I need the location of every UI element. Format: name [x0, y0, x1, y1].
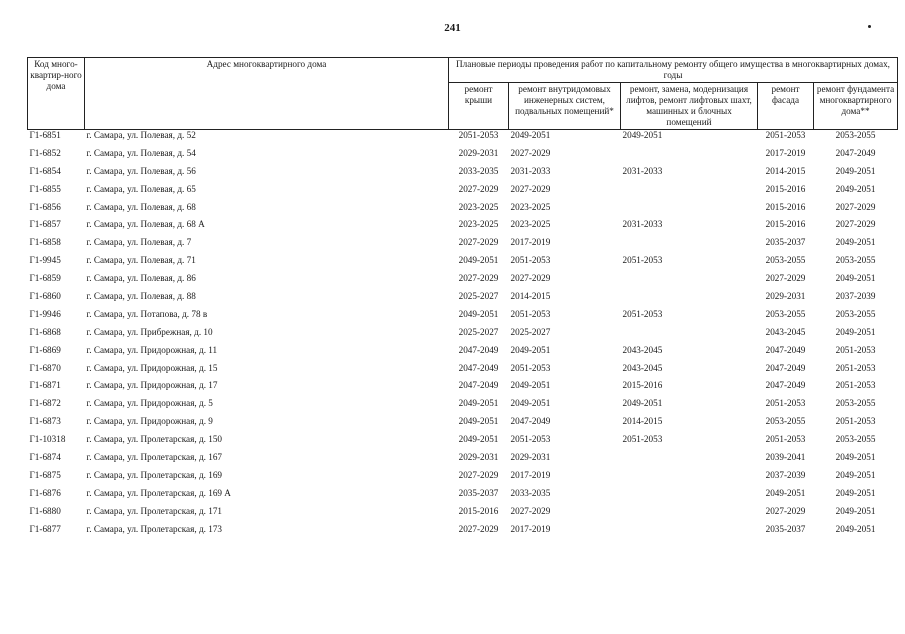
cell-facade: 2015-2016 — [765, 183, 806, 194]
header-periods: Плановые периоды проведения работ по капитальному ремонту общего имущества в многоквартирных домах, годы — [449, 58, 898, 83]
cell-address: г. Самара, ул. Пролетарская, д. 173 — [86, 523, 223, 534]
cell-facade: 2015-2016 — [765, 201, 806, 212]
cell-lifts: 2031-2033 — [622, 219, 663, 230]
cell-roof: 2047-2049 — [458, 380, 499, 391]
cell-lifts: 2015-2016 — [622, 380, 663, 391]
cell-facade: 2053-2055 — [765, 308, 806, 319]
cell-roof: 2047-2049 — [458, 344, 499, 355]
cell-foundation: 2037-2039 — [835, 291, 876, 302]
header-lifts: ремонт, замена, модернизация лифтов, ремонт лифтовых шахт, машинных и блочных помещений — [621, 83, 758, 130]
cell-roof: 2027-2029 — [458, 237, 499, 248]
table-row — [28, 434, 898, 452]
cell-roof: 2049-2051 — [458, 416, 499, 427]
table-row — [28, 148, 898, 166]
cell-code: Г1-6869 — [29, 344, 61, 355]
cell-foundation: 2051-2053 — [835, 416, 876, 427]
cell-lifts — [621, 237, 758, 255]
cell-systems: 2033-2035 — [510, 487, 551, 498]
cell-systems: 2049-2051 — [510, 380, 551, 391]
cell-code: Г1-6854 — [29, 165, 61, 176]
cell-facade: 2049-2051 — [765, 487, 806, 498]
cell-code: Г1-6875 — [29, 469, 61, 480]
cell-systems: 2049-2051 — [510, 130, 551, 140]
cell-facade: 2027-2029 — [765, 273, 806, 284]
cell-foundation: 2049-2051 — [835, 273, 876, 284]
cell-lifts: 2043-2045 — [622, 344, 663, 355]
cell-systems: 2027-2029 — [510, 183, 551, 194]
cell-lifts — [621, 452, 758, 470]
cell-address: г. Самара, ул. Придорожная, д. 9 — [86, 416, 213, 427]
cell-systems: 2017-2019 — [510, 523, 551, 534]
cell-facade: 2015-2016 — [765, 219, 806, 230]
cell-code: Г1-6876 — [29, 487, 61, 498]
cell-systems: 2027-2029 — [510, 273, 551, 284]
cell-foundation: 2049-2051 — [835, 469, 876, 480]
cell-systems: 2051-2053 — [510, 308, 551, 319]
cell-roof: 2049-2051 — [458, 308, 499, 319]
table-row — [28, 416, 898, 434]
cell-systems: 2051-2053 — [510, 434, 551, 445]
cell-roof: 2029-2031 — [458, 147, 499, 158]
cell-lifts: 2014-2015 — [622, 416, 663, 427]
cell-facade: 2039-2041 — [765, 452, 806, 463]
cell-address: г. Самара, ул. Полевая, д. 68 — [86, 201, 196, 212]
cell-systems: 2025-2027 — [510, 326, 551, 337]
table-row — [28, 524, 898, 542]
cell-lifts: 2051-2053 — [622, 434, 663, 445]
cell-address: г. Самара, ул. Придорожная, д. 11 — [86, 344, 218, 355]
cell-code: Г1-6855 — [29, 183, 61, 194]
cell-lifts — [621, 470, 758, 488]
header-facade: ремонт фасада — [758, 83, 814, 130]
cell-foundation: 2027-2029 — [835, 201, 876, 212]
cell-systems: 2017-2019 — [510, 237, 551, 248]
cell-systems: 2023-2025 — [510, 219, 551, 230]
cell-address: г. Самара, ул. Придорожная, д. 15 — [86, 362, 218, 373]
cell-lifts — [621, 202, 758, 220]
cell-address: г. Самара, ул. Пролетарская, д. 171 — [86, 505, 223, 516]
cell-foundation: 2049-2051 — [835, 452, 876, 463]
cell-systems: 2049-2051 — [510, 344, 551, 355]
cell-roof: 2027-2029 — [458, 469, 499, 480]
cell-roof: 2025-2027 — [458, 326, 499, 337]
table-row — [28, 202, 898, 220]
cell-systems: 2049-2051 — [510, 398, 551, 409]
cell-facade: 2051-2053 — [765, 130, 806, 140]
scan-speck — [868, 25, 871, 28]
cell-foundation: 2051-2053 — [835, 362, 876, 373]
cell-address: г. Самара, ул. Пролетарская, д. 169 А — [86, 487, 231, 498]
cell-foundation: 2049-2051 — [835, 326, 876, 337]
cell-facade: 2047-2049 — [765, 380, 806, 391]
cell-facade: 2027-2029 — [765, 505, 806, 516]
cell-facade: 2053-2055 — [765, 416, 806, 427]
cell-code: Г1-6874 — [29, 452, 61, 463]
cell-code: Г1-6872 — [29, 398, 61, 409]
cell-address: г. Самара, ул. Полевая, д. 56 — [86, 165, 196, 176]
page-number: 241 — [444, 22, 461, 34]
table-row — [28, 380, 898, 398]
cell-facade: 2035-2037 — [765, 523, 806, 534]
cell-lifts — [621, 148, 758, 166]
cell-roof: 2049-2051 — [458, 255, 499, 266]
cell-foundation: 2049-2051 — [835, 487, 876, 498]
cell-code: Г1-9945 — [29, 255, 61, 266]
cell-facade: 2051-2053 — [765, 398, 806, 409]
cell-foundation: 2053-2055 — [835, 398, 876, 409]
cell-foundation: 2049-2051 — [835, 183, 876, 194]
cell-code: Г1-6859 — [29, 273, 61, 284]
cell-address: г. Самара, ул. Придорожная, д. 17 — [86, 380, 218, 391]
table-row — [28, 488, 898, 506]
cell-roof: 2049-2051 — [458, 434, 499, 445]
cell-facade: 2035-2037 — [765, 237, 806, 248]
table-row — [28, 166, 898, 184]
cell-foundation: 2053-2055 — [835, 255, 876, 266]
cell-roof: 2029-2031 — [458, 452, 499, 463]
cell-roof: 2015-2016 — [458, 505, 499, 516]
cell-foundation: 2051-2053 — [835, 344, 876, 355]
table-row — [28, 184, 898, 202]
table-row — [28, 219, 898, 237]
header-foundation: ремонт фундамента многоквартирного дома** — [814, 83, 898, 130]
table-row — [28, 273, 898, 291]
cell-foundation: 2027-2029 — [835, 219, 876, 230]
cell-systems: 2027-2029 — [510, 147, 551, 158]
cell-lifts — [621, 273, 758, 291]
cell-lifts — [621, 488, 758, 506]
cell-systems: 2027-2029 — [510, 505, 551, 516]
cell-foundation: 2049-2051 — [835, 523, 876, 534]
cell-code: Г1-6851 — [29, 130, 61, 140]
header-code: Код много-квартир-ного дома — [28, 58, 85, 130]
table-row — [28, 237, 898, 255]
cell-lifts — [621, 184, 758, 202]
cell-lifts — [621, 524, 758, 542]
cell-foundation: 2049-2051 — [835, 237, 876, 248]
repair-schedule-table — [27, 57, 898, 541]
cell-facade: 2029-2031 — [765, 291, 806, 302]
cell-lifts — [621, 506, 758, 524]
header-roof: ремонт крыши — [449, 83, 509, 130]
cell-foundation: 2049-2051 — [835, 505, 876, 516]
table-row — [28, 327, 898, 345]
cell-code: Г1-6880 — [29, 505, 61, 516]
cell-foundation: 2053-2055 — [835, 434, 876, 445]
cell-foundation: 2047-2049 — [835, 147, 876, 158]
cell-facade: 2014-2015 — [765, 165, 806, 176]
cell-lifts — [621, 327, 758, 345]
cell-address: г. Самара, ул. Полевая, д. 88 — [86, 291, 196, 302]
cell-lifts: 2043-2045 — [622, 362, 663, 373]
cell-code: Г1-6860 — [29, 291, 61, 302]
cell-facade: 2051-2053 — [765, 434, 806, 445]
cell-systems: 2047-2049 — [510, 416, 551, 427]
cell-facade: 2053-2055 — [765, 255, 806, 266]
cell-facade: 2047-2049 — [765, 344, 806, 355]
cell-address: г. Самара, ул. Полевая, д. 71 — [86, 255, 196, 266]
table-row — [28, 345, 898, 363]
cell-address: г. Самара, ул. Прибрежная, д. 10 — [86, 326, 213, 337]
table-row — [28, 452, 898, 470]
table-row — [28, 470, 898, 488]
cell-foundation: 2051-2053 — [835, 380, 876, 391]
cell-roof: 2049-2051 — [458, 398, 499, 409]
table-row — [28, 130, 898, 148]
cell-code: Г1-6868 — [29, 326, 61, 337]
cell-address: г. Самара, ул. Пролетарская, д. 169 — [86, 469, 223, 480]
cell-code: Г1-6858 — [29, 237, 61, 248]
cell-address: г. Самара, ул. Полевая, д. 52 — [86, 130, 196, 140]
cell-facade: 2047-2049 — [765, 362, 806, 373]
cell-code: Г1-6856 — [29, 201, 61, 212]
cell-code: Г1-9946 — [29, 308, 61, 319]
cell-address: г. Самара, ул. Пролетарская, д. 167 — [86, 452, 223, 463]
cell-code: Г1-10318 — [29, 434, 66, 445]
cell-code: Г1-6873 — [29, 416, 61, 427]
cell-roof: 2027-2029 — [458, 183, 499, 194]
cell-address: г. Самара, ул. Пролетарская, д. 150 — [86, 434, 223, 445]
cell-systems: 2051-2053 — [510, 362, 551, 373]
cell-roof: 2023-2025 — [458, 201, 499, 212]
cell-roof: 2027-2029 — [458, 273, 499, 284]
cell-lifts: 2051-2053 — [622, 308, 663, 319]
cell-code: Г1-6870 — [29, 362, 61, 373]
cell-lifts: 2049-2051 — [622, 130, 663, 140]
cell-foundation: 2053-2055 — [835, 308, 876, 319]
cell-address: г. Самара, ул. Полевая, д. 54 — [86, 147, 196, 158]
cell-roof: 2025-2027 — [458, 291, 499, 302]
cell-code: Г1-6877 — [29, 523, 61, 534]
cell-roof: 2027-2029 — [458, 523, 499, 534]
cell-roof: 2023-2025 — [458, 219, 499, 230]
cell-foundation: 2053-2055 — [835, 130, 876, 140]
cell-code: Г1-6852 — [29, 147, 61, 158]
cell-address: г. Самара, ул. Придорожная, д. 5 — [86, 398, 213, 409]
cell-address: г. Самара, ул. Полевая, д. 68 А — [86, 219, 205, 230]
cell-facade: 2043-2045 — [765, 326, 806, 337]
cell-foundation: 2049-2051 — [835, 165, 876, 176]
table-row — [28, 363, 898, 381]
cell-address: г. Самара, ул. Полевая, д. 86 — [86, 273, 196, 284]
cell-roof: 2035-2037 — [458, 487, 499, 498]
table-row — [28, 398, 898, 416]
header-address: Адрес многоквартирного дома — [85, 58, 449, 130]
table-row — [28, 309, 898, 327]
table-body — [28, 130, 898, 542]
cell-systems: 2017-2019 — [510, 469, 551, 480]
table-row — [28, 506, 898, 524]
cell-roof: 2033-2035 — [458, 165, 499, 176]
cell-code: Г1-6857 — [29, 219, 61, 230]
cell-lifts: 2049-2051 — [622, 398, 663, 409]
cell-lifts: 2031-2033 — [622, 165, 663, 176]
cell-address: г. Самара, ул. Полевая, д. 7 — [86, 237, 192, 248]
cell-roof: 2051-2053 — [458, 130, 499, 140]
cell-code: Г1-6871 — [29, 380, 61, 391]
cell-address: г. Самара, ул. Полевая, д. 65 — [86, 183, 196, 194]
cell-facade: 2017-2019 — [765, 147, 806, 158]
cell-systems: 2014-2015 — [510, 291, 551, 302]
cell-roof: 2047-2049 — [458, 362, 499, 373]
cell-address: г. Самара, ул. Потапова, д. 78 в — [86, 308, 208, 319]
cell-systems: 2029-2031 — [510, 452, 551, 463]
table-row — [28, 255, 898, 273]
cell-systems: 2051-2053 — [510, 255, 551, 266]
table-row — [28, 291, 898, 309]
cell-systems: 2031-2033 — [510, 165, 551, 176]
cell-systems: 2023-2025 — [510, 201, 551, 212]
cell-facade: 2037-2039 — [765, 469, 806, 480]
cell-lifts: 2051-2053 — [622, 255, 663, 266]
cell-lifts — [621, 291, 758, 309]
header-systems: ремонт внутридомовых инженерных систем, подвальных помещений* — [509, 83, 621, 130]
